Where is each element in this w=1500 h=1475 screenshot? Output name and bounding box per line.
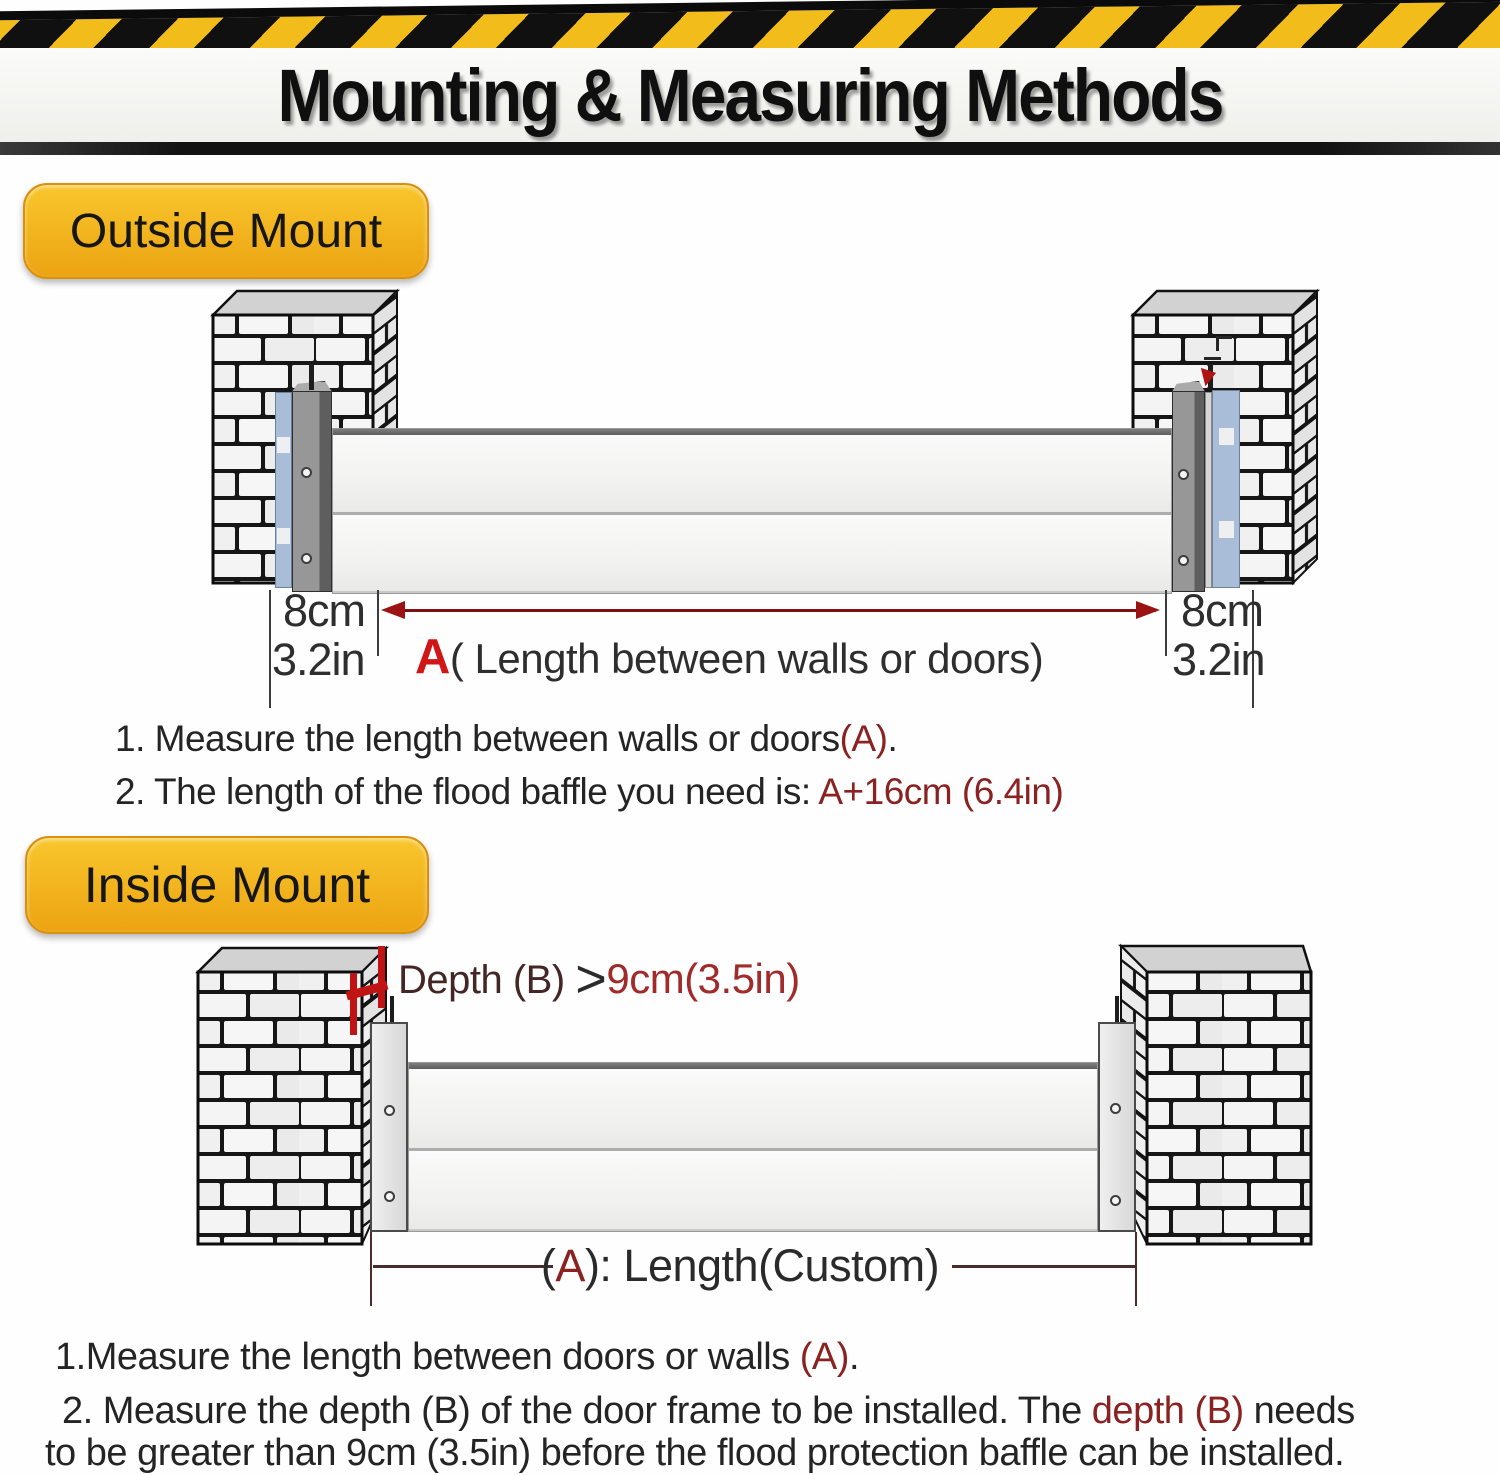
page-title: Mounting & Measuring Methods xyxy=(277,53,1223,137)
depth-indicator-bar xyxy=(378,946,385,1008)
inside-flood-baffle xyxy=(408,1062,1098,1232)
outside-mount-badge: Outside Mount xyxy=(23,183,429,279)
step-text: needs xyxy=(1243,1390,1355,1432)
screw-hole xyxy=(1110,1103,1121,1114)
span-label-text: ( Length between walls or doors) xyxy=(449,635,1044,682)
gasket-notch xyxy=(277,528,290,544)
baffle-panel-top xyxy=(333,435,1171,512)
outside-step-1 xyxy=(115,718,897,760)
screw-hole xyxy=(384,1105,395,1116)
bracket-edge xyxy=(1205,392,1212,588)
left-mounting-bracket xyxy=(292,389,332,592)
baffle-bottom-edge xyxy=(333,591,1171,593)
dimension-arrow-line xyxy=(390,609,1156,612)
inside-left-brick-pillar xyxy=(195,938,390,1248)
step-highlight: depth (B) xyxy=(1091,1390,1244,1432)
right-gasket-strip xyxy=(1212,390,1240,588)
step-text: . xyxy=(887,718,898,759)
left-overlap-cm: 8cm xyxy=(283,585,366,636)
greater-than-sign: > xyxy=(575,949,607,1009)
span-length-label xyxy=(415,629,1043,685)
depth-indicator-bar xyxy=(350,973,357,1035)
gasket-notch xyxy=(1219,428,1234,445)
step-highlight: (A) xyxy=(799,1336,849,1378)
dimension-tick xyxy=(269,590,271,708)
step-highlight: A+16cm (6.4in) xyxy=(818,771,1064,812)
left-overlap-in: 3.2in xyxy=(272,634,365,685)
step-text: 2. The length of the flood baffle you need is: xyxy=(115,771,819,812)
span-a-letter: A xyxy=(415,630,450,684)
left-bracket-pin xyxy=(309,364,314,390)
gasket-notch xyxy=(277,437,290,453)
inside-step-2-continued: to be greater than 9cm (3.5in) before the flood protection baffle can be installed. xyxy=(45,1432,1345,1474)
step-text: 1.Measure the length between doors or walls xyxy=(55,1336,800,1378)
arrowhead-left-icon xyxy=(381,601,405,619)
dimension-tick xyxy=(1135,1232,1137,1306)
right-overlap-cm: 8cm xyxy=(1181,585,1264,636)
step-text: 2. Measure the depth (B) of the door frame to be installed. The xyxy=(62,1390,1092,1432)
brick-latch-mark xyxy=(1216,336,1232,351)
outside-flood-baffle xyxy=(332,428,1172,594)
step-text: . xyxy=(848,1336,859,1378)
step-highlight: (A) xyxy=(839,718,888,759)
depth-label-text: Depth (B) xyxy=(398,958,576,1002)
label-text: ): Length(Custom) xyxy=(584,1240,940,1291)
label-a-letter: A xyxy=(555,1240,585,1291)
header-divider xyxy=(0,142,1500,155)
right-bracket-pin xyxy=(1115,996,1119,1022)
baffle-panel-bottom xyxy=(409,1151,1097,1230)
depth-value: 9cm(3.5in) xyxy=(606,955,800,1002)
baffle-panel-bottom xyxy=(333,515,1171,592)
length-custom-label xyxy=(520,1240,960,1292)
dimension-tick xyxy=(377,590,379,656)
inside-right-brick-pillar xyxy=(1118,938,1314,1248)
screw-hole xyxy=(301,553,312,564)
inside-mount-badge: Inside Mount xyxy=(25,836,429,934)
inside-step-1 xyxy=(55,1336,859,1379)
inside-step-2 xyxy=(62,1390,1355,1433)
outside-step-2 xyxy=(115,771,1063,813)
dimension-line-right xyxy=(952,1265,1136,1268)
screw-hole xyxy=(301,467,312,478)
left-bracket-pin xyxy=(390,996,394,1022)
dimension-tick xyxy=(1165,590,1167,656)
screw-hole xyxy=(1178,555,1189,566)
left-gasket-strip xyxy=(275,392,292,588)
baffle-bottom-edge xyxy=(409,1229,1097,1231)
gasket-notch xyxy=(1219,521,1234,538)
depth-annotation xyxy=(398,948,800,1010)
label-text: ( xyxy=(540,1240,556,1291)
screw-hole xyxy=(1110,1195,1121,1206)
screw-hole xyxy=(1178,469,1189,480)
title-banner xyxy=(0,48,1500,142)
arrowhead-right-icon xyxy=(1136,601,1160,619)
right-overlap-in: 3.2in xyxy=(1172,634,1265,685)
dimension-tick xyxy=(370,1232,372,1306)
screw-hole xyxy=(384,1191,395,1202)
brick-latch-mark xyxy=(1204,357,1221,360)
baffle-panel-top xyxy=(409,1069,1097,1148)
step-text: 1. Measure the length between walls or doors xyxy=(115,718,840,759)
